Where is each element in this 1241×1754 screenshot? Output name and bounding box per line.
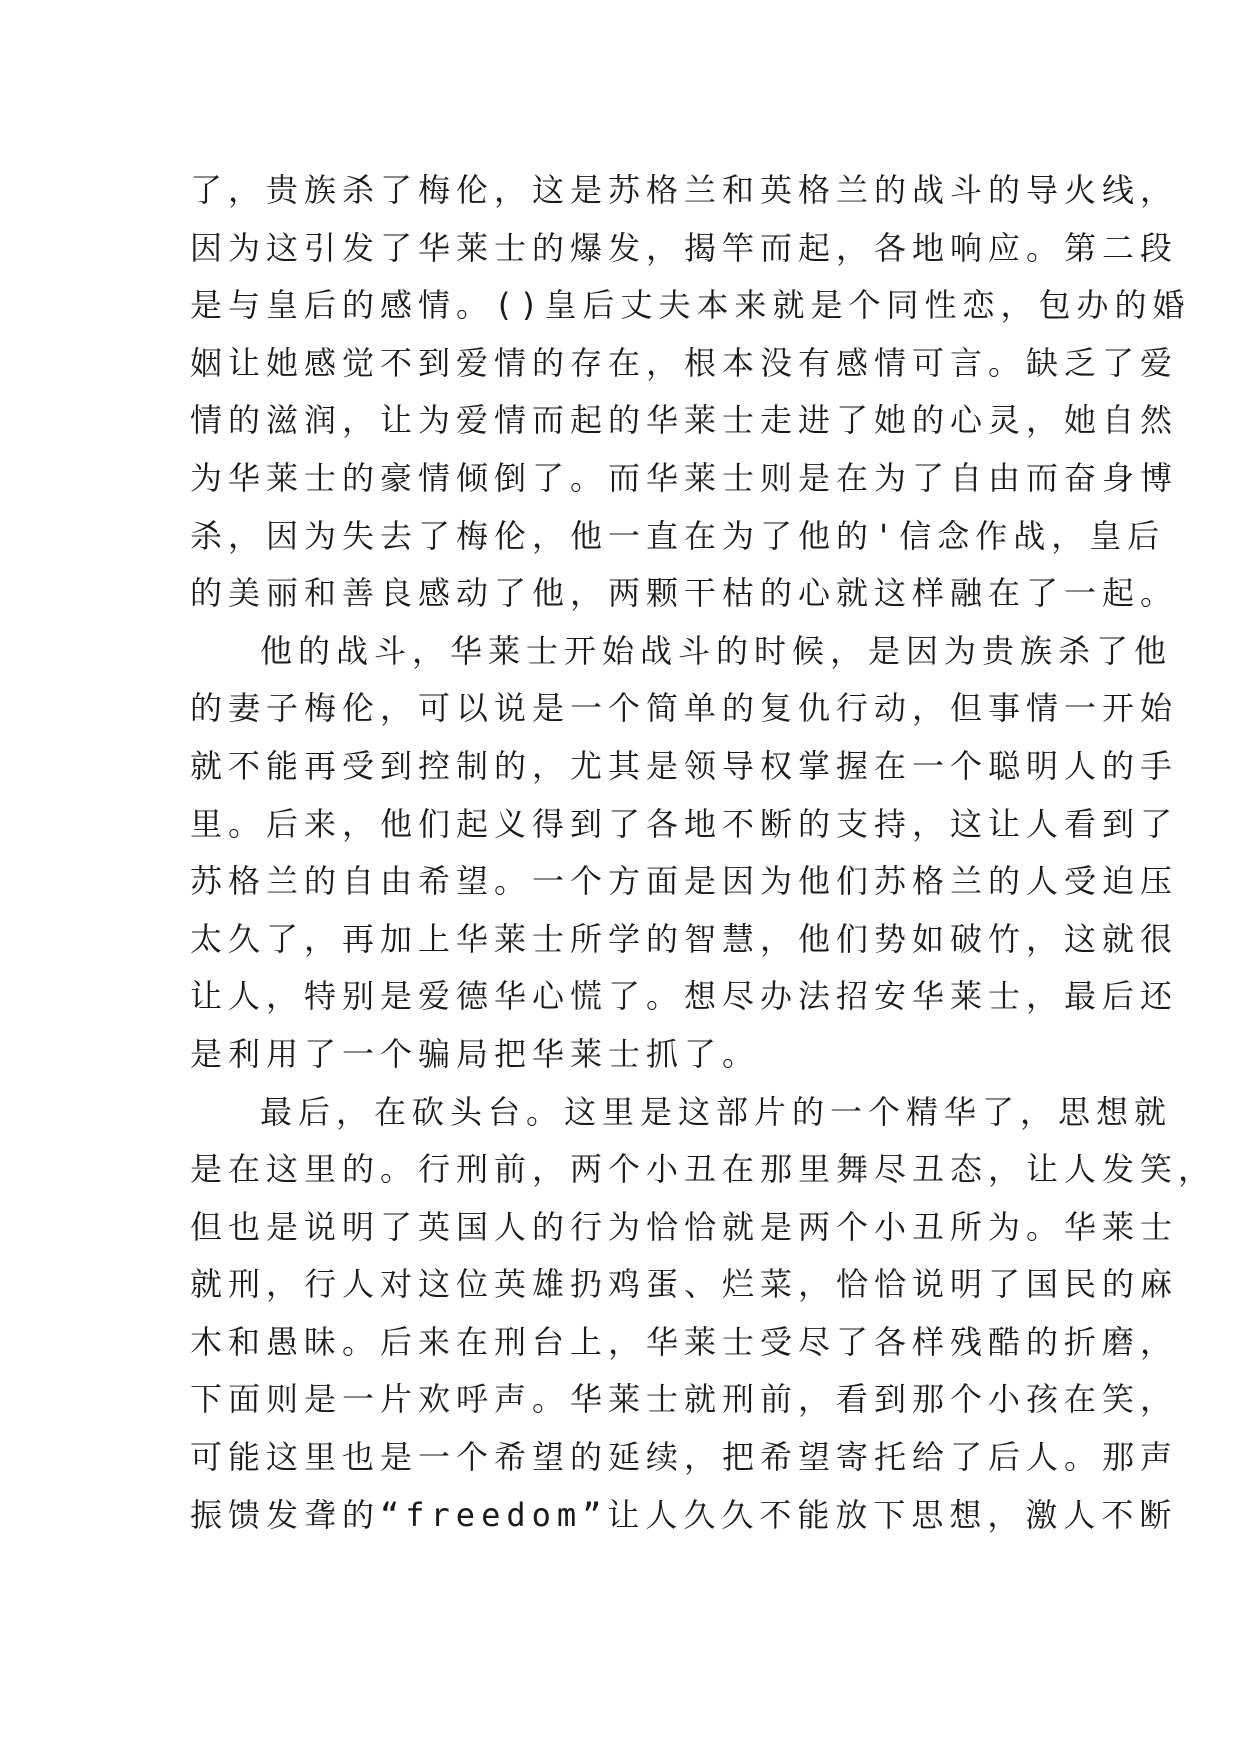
text-line: 就不能再受到控制的，尤其是领导权掌握在一个聪明人的手	[190, 746, 1179, 785]
text-line: 杀，因为失去了梅伦，他一直在为了他的'信念作战，皇后	[190, 516, 1166, 555]
text-line: 太久了，再加上华莱士所学的智慧，他们势如破竹，这就很	[190, 919, 1179, 958]
text-line: 苏格兰的自由希望。一个方面是因为他们苏格兰的人受迫压	[190, 862, 1179, 901]
text-line: 的美丽和善良感动了他，两颗干枯的心就这样融在了一起。	[190, 574, 1179, 613]
text-line: 的妻子梅伦，可以说是一个简单的复仇行动，但事情一开始	[190, 689, 1179, 728]
text-line: 是在这里的。行刑前，两个小丑在那里舞尽丑态，让人发笑，	[190, 1150, 1217, 1189]
text-line: 情的滋润，让为爱情而起的华莱士走进了她的心灵，她自然	[190, 401, 1179, 440]
text-line: 就刑，行人对这位英雄扔鸡蛋、烂菜，恰恰说明了国民的麻	[190, 1265, 1179, 1304]
paragraph-first-line: 最后，在砍头台。这里是这部片的一个精华了，思想就	[260, 1092, 1173, 1131]
text-line: 让人，特别是爱德华心慌了。想尽办法招安华莱士，最后还	[190, 977, 1179, 1016]
text-line: 木和愚昧。后来在刑台上，华莱士受尽了各样残酷的折磨，	[190, 1322, 1179, 1361]
text-line: 振馈发聋的“freedom”让人久久不能放下思想，激人不断	[190, 1495, 1178, 1534]
text-line: 是利用了一个骗局把华莱士抓了。	[190, 1034, 761, 1073]
text-line: 下面则是一片欢呼声。华莱士就刑前，看到那个小孩在笑，	[190, 1380, 1179, 1419]
body-text	[190, 162, 1217, 1544]
text-line: 姻让她感觉不到爱情的存在，根本没有感情可言。缺乏了爱	[190, 343, 1179, 382]
text-line: 但也是说明了英国人的行为恰恰就是两个小丑所为。华莱士	[190, 1207, 1179, 1246]
text-line: 因为这引发了华莱士的爆发，揭竿而起，各地响应。第二段	[190, 228, 1179, 267]
paragraph-first-line: 他的战斗，华莱士开始战斗的时候，是因为贵族杀了他	[260, 631, 1173, 670]
text-line: 是与皇后的感情。()皇后丈夫本来就是个同性恋，包办的婚	[190, 286, 1191, 325]
text-line: 为华莱士的豪情倾倒了。而华莱士则是在为了自由而奋身博	[190, 458, 1179, 497]
text-line: 里。后来，他们起义得到了各地不断的支持，这让人看到了	[190, 804, 1179, 843]
text-line: 了，贵族杀了梅伦，这是苏格兰和英格兰的战斗的导火线，	[190, 171, 1179, 209]
text-line: 可能这里也是一个希望的延续，把希望寄托给了后人。那声	[190, 1438, 1179, 1477]
